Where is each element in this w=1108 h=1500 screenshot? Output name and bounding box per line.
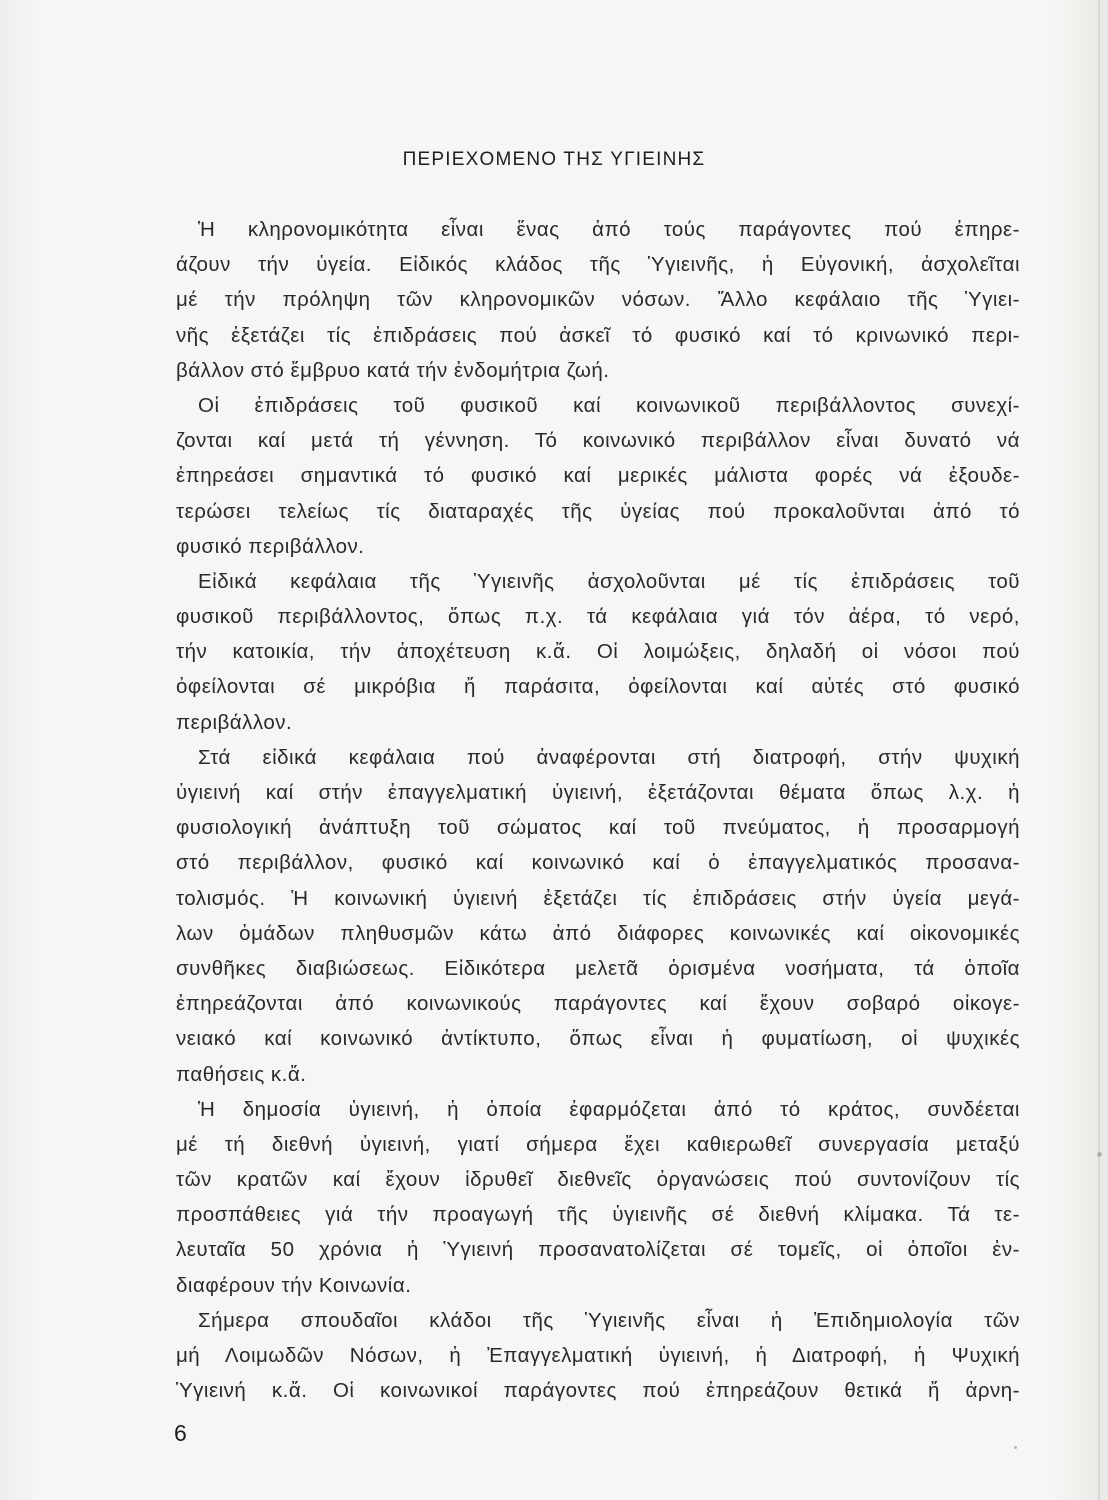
text-line-paragraph-end: περιβάλλον. [176,710,293,734]
text-line: στό περιβάλλον, φυσικό καί κοινωνικό καί ὁ ἐπαγγελματικός προσανα- [176,851,1020,875]
text-line: λευταῖα 50 χρόνια ἡ Ὑγιεινή προσανατολίζεται σέ τομεῖς, οἱ ὁποῖοι ἐν- [176,1238,1020,1262]
chapter-heading: ΠΕΡΙΕΧΟΜΕΝΟ ΤΗΣ ΥΓΙΕΙΝΗΣ [402,148,706,170]
text-line: ὀφείλονται σέ μικρόβια ἤ παράσιτα, ὀφείλονται καί αὐτές στό φυσικό [176,675,1020,699]
text-line: φυσιολογική ἀνάπτυξη τοῦ σώματος καί τοῦ πνεύματος, ἡ προσαρμογή [176,816,1020,840]
text-line-paragraph-end: παθήσεις κ.ἄ. [176,1062,307,1086]
text-line: τῶν κρατῶν καί ἔχουν ἱδρυθεῖ διεθνεῖς ὀργανώσεις πού συντονίζουν τίς [176,1168,1020,1192]
text-line-paragraph-start: Οἱ ἐπιδράσεις τοῦ φυσικοῦ καί κοινωνικοῦ περιβάλλοντος συνεχί- [198,393,1020,417]
text-line: ὑγιεινή καί στήν ἐπαγγελματική ὑγιεινή, ἐξετάζονται θέματα ὅπως λ.χ. ἡ [176,781,1020,804]
text-line: ἐπηρεάζονται ἀπό κοινωνικούς παράγοντες καί ἔχουν σοβαρό οἰκογε- [176,992,1020,1016]
text-line: συνθῆκες διαβιώσεως. Εἰδικότερα μελετᾶ ὁρισμένα νοσήματα, τά ὁποῖα [176,956,1020,980]
text-line-paragraph-end: διαφέρουν τήν Κοινωνία. [176,1273,412,1297]
text-line-paragraph-end: βάλλον στό ἔμβρυο κατά τήν ἐνδομήτρια ζωή. [176,358,610,382]
text-line-paragraph-start: Ἡ δημοσία ὑγιεινή, ἡ ὁποία ἐφαρμόζεται ἀπό τό κράτος, συνδέεται [198,1097,1020,1121]
text-line-paragraph-start: Εἰδικά κεφάλαια τῆς Ὑγιεινῆς ἀσχολοῦνται μέ τίς ἐπιδράσεις τοῦ [198,569,1020,593]
scan-speck [1097,1152,1102,1157]
text-line: άζουν τήν ὑγεία. Εἰδικός κλάδος τῆς Ὑγιεινῆς, ἡ Εὐγονική, ἀσχολεῖται [176,253,1020,277]
page-number: 6 [174,1420,187,1446]
text-line-paragraph-start: Στά εἰδικά κεφάλαια πού ἀναφέρονται στή διατροφή, στήν ψυχική [198,745,1020,769]
text-line: μέ τή διεθνή ὑγιεινή, γιατί σήμερα ἔχει καθιερωθεῖ συνεργασία μεταξύ [176,1132,1020,1156]
scan-speck [1014,1446,1017,1449]
page-edge-shadow [1098,0,1100,1500]
text-line: τήν κατοικία, τήν ἀποχέτευση κ.ἄ. Οἱ λοιμώξεις, δηλαδή οἱ νόσοι πού [176,640,1020,664]
body-text [176,212,1020,1408]
text-line: τερώσει τελείως τίς διαταραχές τῆς ὑγείας πού προκαλοῦνται ἀπό τό [176,499,1020,523]
text-line: προσπάθειες γιά τήν προαγωγή τῆς ὑγιεινῆς σέ διεθνή κλίμακα. Τά τε- [176,1203,1020,1227]
text-line: μέ τήν πρόληψη τῶν κληρονομικῶν νόσων. Ἄλλο κεφάλαιο τῆς Ὑγιει- [176,288,1020,312]
text-line-paragraph-start: Σήμερα σπουδαῖοι κλάδοι τῆς Ὑγιεινῆς εἶναι ἡ Ἐπιδημιολογία τῶν [198,1308,1020,1332]
text-line: μή Λοιμωδῶν Νόσων, ἡ Ἐπαγγελματική ὑγιεινή, ἡ Διατροφή, ἡ Ψυχική [176,1344,1020,1367]
text-line: τολισμός. Ἡ κοινωνική ὑγιεινή ἐξετάζει τίς ἐπιδράσεις στήν ὑγεία μεγά- [176,886,1020,910]
text-line: λων ὁμάδων πληθυσμῶν κάτω ἀπό διάφορες κοινωνικές καί οἰκονομικές [176,921,1020,945]
text-line: ἐπηρεάσει σημαντικά τό φυσικό καί μερικές μάλιστα φορές νά ἐξουδε- [176,464,1020,488]
text-line: νῆς ἐξετάζει τίς ἐπιδράσεις πού ἀσκεῖ τό φυσικό καί τό κρινωνικό περι- [176,323,1020,347]
text-line: ζονται καί μετά τή γέννηση. Τό κοινωνικό περιβάλλον εἶναι δυνατό νά [176,429,1020,453]
text-line-paragraph-end: φυσικό περιβάλλον. [176,534,365,558]
text-line: φυσικοῦ περιβάλλοντος, ὅπως π.χ. τά κεφάλαια γιά τόν ἀέρα, τό νερό, [176,605,1020,629]
text-line: Ὑγιεινή κ.ἄ. Οἱ κοινωνικοί παράγοντες πού ἐπηρεάζουν θετικά ἤ ἀρνη- [176,1379,1020,1403]
text-line: νειακό καί κοινωνικό ἀντίκτυπο, ὅπως εἶναι ἡ φυματίωση, οἱ ψυχικές [176,1027,1020,1051]
text-line-paragraph-start: Ἡ κληρονομικότητα εἶναι ἕνας ἀπό τούς παράγοντες πού ἐπηρε- [198,218,1020,241]
